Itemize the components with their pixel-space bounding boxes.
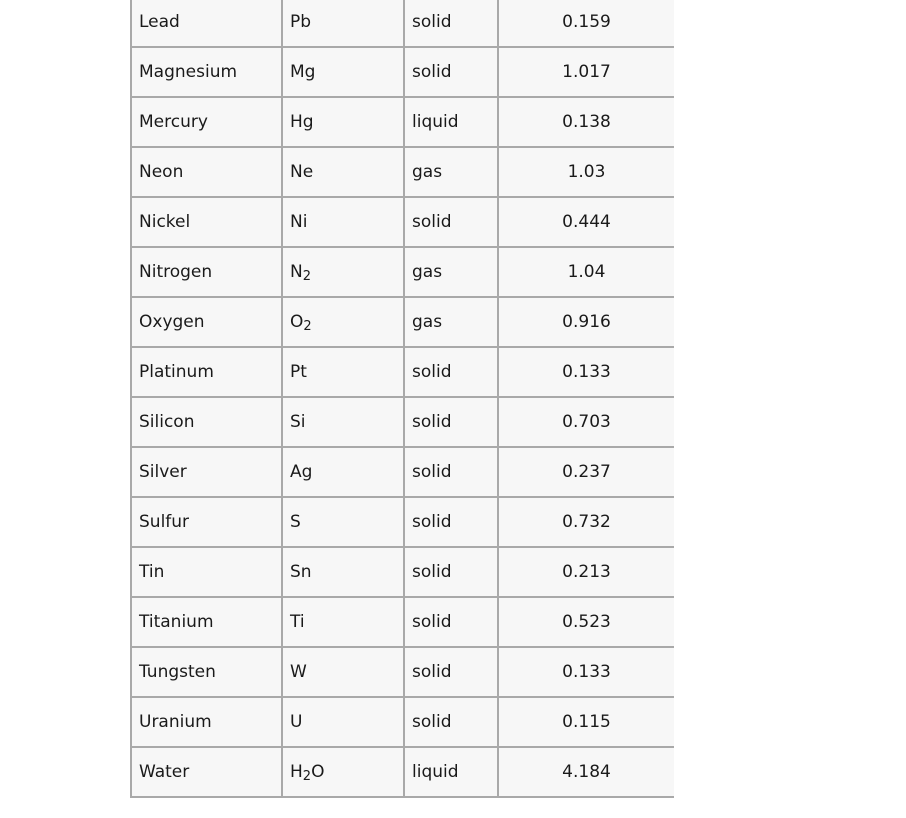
table-row (131, 747, 674, 797)
phase-cell: liquid (404, 97, 498, 147)
formula-symbol: N (290, 262, 303, 282)
phase-cell: solid (404, 397, 498, 447)
formula-symbol: Pb (290, 12, 312, 32)
formula-subscript: 2 (302, 769, 312, 784)
table-row (131, 247, 674, 297)
formula-cell (282, 547, 404, 597)
specific-heat-value-cell: 4.184 (498, 747, 674, 797)
table-row (131, 697, 674, 747)
formula-subscript: 2 (302, 269, 311, 284)
formula-symbol: Hg (290, 112, 314, 132)
formula-cell (282, 97, 404, 147)
formula-symbol: Ne (290, 162, 314, 182)
specific-heat-value-cell: 0.916 (498, 297, 674, 347)
formula-cell (282, 247, 404, 297)
substance-name-cell: Neon (131, 147, 282, 197)
formula-cell (282, 447, 404, 497)
substance-name-cell: Uranium (131, 697, 282, 747)
specific-heat-value-cell: 1.04 (498, 247, 674, 297)
phase-cell: solid (404, 197, 498, 247)
formula-cell (282, 497, 404, 547)
specific-heat-value-cell: 0.703 (498, 397, 674, 447)
table-row (131, 647, 674, 697)
table-row (131, 197, 674, 247)
formula-symbol: Si (290, 412, 306, 432)
formula-subscript: 2 (303, 319, 312, 334)
table-row (131, 547, 674, 597)
formula-cell (282, 747, 404, 797)
specific-heat-value-cell: 0.133 (498, 347, 674, 397)
phase-cell: gas (404, 147, 498, 197)
substance-name-cell: Platinum (131, 347, 282, 397)
phase-cell: solid (404, 447, 498, 497)
substance-name-cell: Sulfur (131, 497, 282, 547)
phase-cell: solid (404, 497, 498, 547)
formula-symbol: Pt (290, 362, 307, 382)
substance-name-cell: Mercury (131, 97, 282, 147)
formula-cell (282, 647, 404, 697)
substance-name-cell: Titanium (131, 597, 282, 647)
substance-name-cell: Nitrogen (131, 247, 282, 297)
phase-cell: solid (404, 547, 498, 597)
substance-name-cell: Silver (131, 447, 282, 497)
substance-name-cell: Magnesium (131, 47, 282, 97)
formula-symbol: Sn (290, 562, 312, 582)
phase-cell: solid (404, 597, 498, 647)
table-row (131, 0, 674, 47)
phase-cell: liquid (404, 747, 498, 797)
specific-heat-value-cell: 0.159 (498, 0, 674, 47)
phase-cell: gas (404, 247, 498, 297)
specific-heat-value-cell: 1.017 (498, 47, 674, 97)
phase-cell: solid (404, 0, 498, 47)
substance-name-cell: Water (131, 747, 282, 797)
specific-heat-table (130, 0, 674, 798)
specific-heat-value-cell: 0.523 (498, 597, 674, 647)
phase-cell: gas (404, 297, 498, 347)
formula-symbol: H (290, 762, 303, 782)
formula-cell (282, 697, 404, 747)
formula-symbol: Mg (290, 62, 316, 82)
substance-name-cell: Tungsten (131, 647, 282, 697)
specific-heat-table-container (130, 0, 674, 818)
specific-heat-value-cell: 1.03 (498, 147, 674, 197)
phase-cell: solid (404, 47, 498, 97)
formula-symbol: S (290, 512, 301, 532)
formula-suffix: O (311, 762, 325, 782)
formula-symbol: Ag (290, 462, 313, 482)
substance-name-cell: Silicon (131, 397, 282, 447)
specific-heat-value-cell: 0.213 (498, 547, 674, 597)
table-row (131, 47, 674, 97)
formula-cell (282, 347, 404, 397)
formula-symbol: Ti (290, 612, 305, 632)
table-row (131, 447, 674, 497)
phase-cell: solid (404, 647, 498, 697)
substance-name-cell: Tin (131, 547, 282, 597)
specific-heat-value-cell: 0.237 (498, 447, 674, 497)
specific-heat-value-cell: 0.732 (498, 497, 674, 547)
substance-name-cell: Oxygen (131, 297, 282, 347)
phase-cell: solid (404, 347, 498, 397)
formula-cell (282, 147, 404, 197)
formula-cell (282, 197, 404, 247)
substance-name-cell: Nickel (131, 197, 282, 247)
formula-symbol: O (290, 312, 304, 332)
formula-cell (282, 597, 404, 647)
specific-heat-value-cell: 0.444 (498, 197, 674, 247)
table-row (131, 147, 674, 197)
formula-symbol: U (290, 712, 303, 732)
formula-symbol: Ni (290, 212, 308, 232)
phase-cell: solid (404, 697, 498, 747)
table-body (131, 0, 674, 797)
table-row (131, 497, 674, 547)
formula-cell (282, 397, 404, 447)
formula-symbol: W (290, 662, 307, 682)
specific-heat-value-cell: 0.115 (498, 697, 674, 747)
substance-name-cell: Lead (131, 0, 282, 47)
formula-cell (282, 297, 404, 347)
table-row (131, 297, 674, 347)
table-row (131, 597, 674, 647)
formula-cell (282, 47, 404, 97)
formula-cell (282, 0, 404, 47)
table-row (131, 397, 674, 447)
specific-heat-value-cell: 0.133 (498, 647, 674, 697)
table-row (131, 347, 674, 397)
specific-heat-value-cell: 0.138 (498, 97, 674, 147)
table-row (131, 97, 674, 147)
